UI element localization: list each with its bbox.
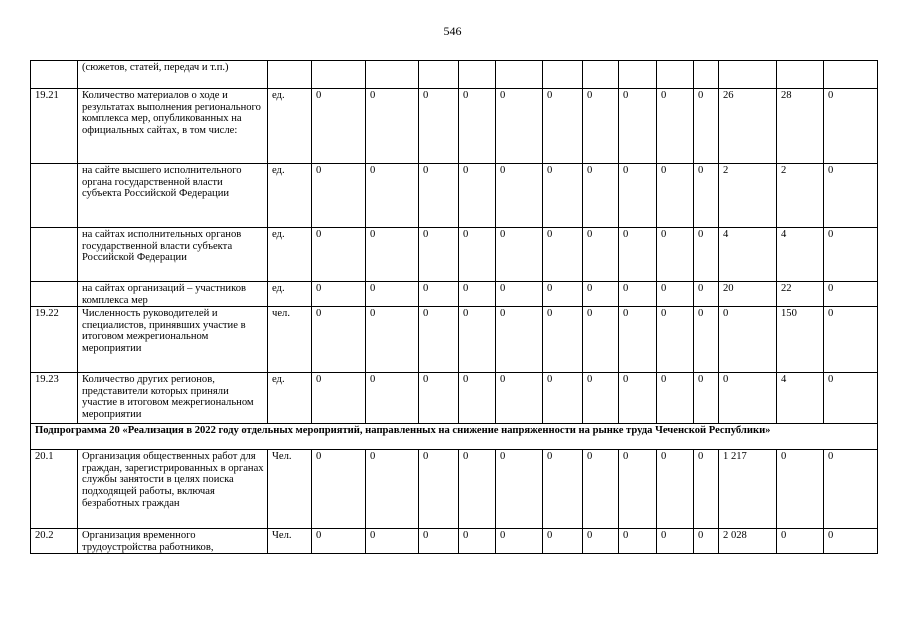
row-number-cell: 19.23 [31, 373, 78, 424]
unit-cell: ед. [268, 89, 312, 164]
value-cell: 0 [366, 228, 419, 282]
value-cell: 0 [543, 164, 583, 228]
value-cell: 0 [619, 450, 657, 529]
indicator-name-cell: на сайтах организаций – участников комплекса мер [78, 282, 268, 307]
value-cell: 0 [657, 89, 694, 164]
value-cell: 0 [419, 450, 459, 529]
row-number-cell: 19.22 [31, 307, 78, 373]
indicator-name-cell: Организация временного трудоустройства работников, [78, 529, 268, 554]
value-cell: 0 [824, 282, 878, 307]
value-cell: 0 [694, 164, 719, 228]
value-cell [824, 61, 878, 89]
table-row [31, 89, 878, 164]
value-cell: 0 [657, 282, 694, 307]
value-cell: 0 [619, 282, 657, 307]
row-number-cell [31, 164, 78, 228]
value-cell: 0 [657, 228, 694, 282]
value-cell: 0 [583, 164, 619, 228]
value-cell: 0 [459, 228, 496, 282]
value-cell: 4 [777, 228, 824, 282]
value-cell: 0 [366, 450, 419, 529]
unit-cell: ед. [268, 228, 312, 282]
table-row [31, 529, 878, 554]
value-cell: 0 [583, 282, 619, 307]
table-row [31, 282, 878, 307]
value-cell: 0 [619, 307, 657, 373]
value-cell [619, 61, 657, 89]
value-cell: 0 [543, 89, 583, 164]
subprogram-title: Подпрограмма 20 «Реализация в 2022 году отдельных мероприятий, направленных на снижение напряженности на рынке труда Чеченской Республики» [31, 424, 878, 450]
value-cell: 0 [694, 89, 719, 164]
value-cell: 2 028 [719, 529, 777, 554]
value-cell: 0 [694, 307, 719, 373]
value-cell: 28 [777, 89, 824, 164]
value-cell: 0 [824, 89, 878, 164]
table-row [31, 61, 878, 89]
unit-cell: чел. [268, 307, 312, 373]
value-cell: 0 [419, 529, 459, 554]
row-number-cell: 20.1 [31, 450, 78, 529]
unit-cell: ед. [268, 282, 312, 307]
value-cell: 0 [619, 89, 657, 164]
value-cell [719, 61, 777, 89]
value-cell: 0 [312, 89, 366, 164]
row-number-cell [31, 282, 78, 307]
value-cell: 0 [657, 450, 694, 529]
value-cell [496, 61, 543, 89]
value-cell: 0 [419, 307, 459, 373]
value-cell: 0 [824, 307, 878, 373]
value-cell: 0 [459, 307, 496, 373]
value-cell: 0 [824, 529, 878, 554]
value-cell: 0 [496, 307, 543, 373]
value-cell: 0 [366, 307, 419, 373]
value-cell: 0 [824, 228, 878, 282]
table-row [31, 228, 878, 282]
value-cell [694, 61, 719, 89]
indicators-table [30, 60, 878, 554]
value-cell: 0 [496, 373, 543, 424]
value-cell: 0 [459, 529, 496, 554]
value-cell: 0 [366, 373, 419, 424]
value-cell: 0 [543, 529, 583, 554]
value-cell: 4 [719, 228, 777, 282]
value-cell: 0 [496, 282, 543, 307]
value-cell: 0 [366, 89, 419, 164]
value-cell: 0 [657, 307, 694, 373]
row-number-cell: 20.2 [31, 529, 78, 554]
value-cell: 0 [419, 373, 459, 424]
value-cell: 0 [777, 529, 824, 554]
value-cell [583, 61, 619, 89]
value-cell: 22 [777, 282, 824, 307]
unit-cell: Чел. [268, 450, 312, 529]
value-cell: 0 [619, 164, 657, 228]
value-cell [459, 61, 496, 89]
value-cell: 0 [543, 282, 583, 307]
value-cell: 0 [459, 89, 496, 164]
value-cell [312, 61, 366, 89]
indicator-name-cell: на сайте высшего исполнительного органа государственной власти субъекта Российской Федерации [78, 164, 268, 228]
value-cell: 0 [496, 529, 543, 554]
value-cell: 0 [824, 164, 878, 228]
table-row [31, 307, 878, 373]
value-cell: 0 [366, 164, 419, 228]
value-cell: 2 [719, 164, 777, 228]
row-number-cell: 19.21 [31, 89, 78, 164]
value-cell: 0 [619, 228, 657, 282]
value-cell [543, 61, 583, 89]
table-row [31, 373, 878, 424]
value-cell [366, 61, 419, 89]
value-cell: 0 [459, 373, 496, 424]
value-cell: 0 [312, 282, 366, 307]
value-cell: 0 [366, 529, 419, 554]
value-cell: 0 [694, 529, 719, 554]
value-cell [657, 61, 694, 89]
unit-cell: Чел. [268, 529, 312, 554]
value-cell: 0 [496, 450, 543, 529]
indicator-name-cell: Организация общественных работ для граждан, зарегистрированных в органах службы занятости в целях поиска подходящей работы, включая безработных граждан [78, 450, 268, 529]
value-cell: 0 [824, 450, 878, 529]
value-cell: 0 [583, 450, 619, 529]
table-row [31, 450, 878, 529]
value-cell: 0 [583, 89, 619, 164]
value-cell: 0 [619, 373, 657, 424]
value-cell: 0 [543, 450, 583, 529]
value-cell: 0 [459, 282, 496, 307]
indicator-name-cell: (сюжетов, статей, передач и т.п.) [78, 61, 268, 89]
value-cell: 0 [312, 529, 366, 554]
value-cell: 0 [312, 450, 366, 529]
row-number-cell [31, 228, 78, 282]
table-row [31, 164, 878, 228]
value-cell: 2 [777, 164, 824, 228]
value-cell: 0 [719, 307, 777, 373]
value-cell: 0 [657, 164, 694, 228]
value-cell: 4 [777, 373, 824, 424]
value-cell: 0 [312, 373, 366, 424]
unit-cell [268, 61, 312, 89]
value-cell: 0 [694, 282, 719, 307]
value-cell: 0 [619, 529, 657, 554]
value-cell: 0 [694, 450, 719, 529]
value-cell: 0 [419, 164, 459, 228]
value-cell: 0 [543, 307, 583, 373]
indicator-name-cell: Численность руководителей и специалистов, принявших участие в итоговом межрегиональном мероприятии [78, 307, 268, 373]
indicator-name-cell: на сайтах исполнительных органов государственной власти субъекта Российской Федерации [78, 228, 268, 282]
value-cell: 0 [312, 164, 366, 228]
indicator-name-cell: Количество других регионов, представители которых приняли участие в итоговом межрегиональном мероприятии [78, 373, 268, 424]
value-cell: 0 [657, 373, 694, 424]
unit-cell: ед. [268, 164, 312, 228]
value-cell: 0 [419, 282, 459, 307]
value-cell: 0 [496, 228, 543, 282]
subprogram-header-row [31, 424, 878, 450]
value-cell: 0 [719, 373, 777, 424]
value-cell: 150 [777, 307, 824, 373]
value-cell: 0 [583, 228, 619, 282]
value-cell: 0 [419, 228, 459, 282]
value-cell: 0 [583, 307, 619, 373]
value-cell: 0 [777, 450, 824, 529]
value-cell: 0 [583, 529, 619, 554]
value-cell: 0 [657, 529, 694, 554]
page-number: 546 [443, 24, 462, 38]
value-cell: 0 [543, 228, 583, 282]
row-number-cell [31, 61, 78, 89]
value-cell: 0 [694, 228, 719, 282]
value-cell: 0 [824, 373, 878, 424]
value-cell: 0 [496, 89, 543, 164]
value-cell: 0 [459, 164, 496, 228]
value-cell: 0 [366, 282, 419, 307]
value-cell: 0 [694, 373, 719, 424]
value-cell: 0 [459, 450, 496, 529]
value-cell: 0 [312, 228, 366, 282]
indicator-name-cell: Количество материалов о ходе и результатах выполнения регионального комплекса мер, опубликованных на официальных сайтах, в том числе: [78, 89, 268, 164]
value-cell: 20 [719, 282, 777, 307]
value-cell: 0 [496, 164, 543, 228]
value-cell: 1 217 [719, 450, 777, 529]
value-cell: 0 [543, 373, 583, 424]
value-cell: 0 [419, 89, 459, 164]
value-cell: 0 [312, 307, 366, 373]
value-cell: 26 [719, 89, 777, 164]
value-cell [777, 61, 824, 89]
unit-cell: ед. [268, 373, 312, 424]
value-cell: 0 [583, 373, 619, 424]
value-cell [419, 61, 459, 89]
